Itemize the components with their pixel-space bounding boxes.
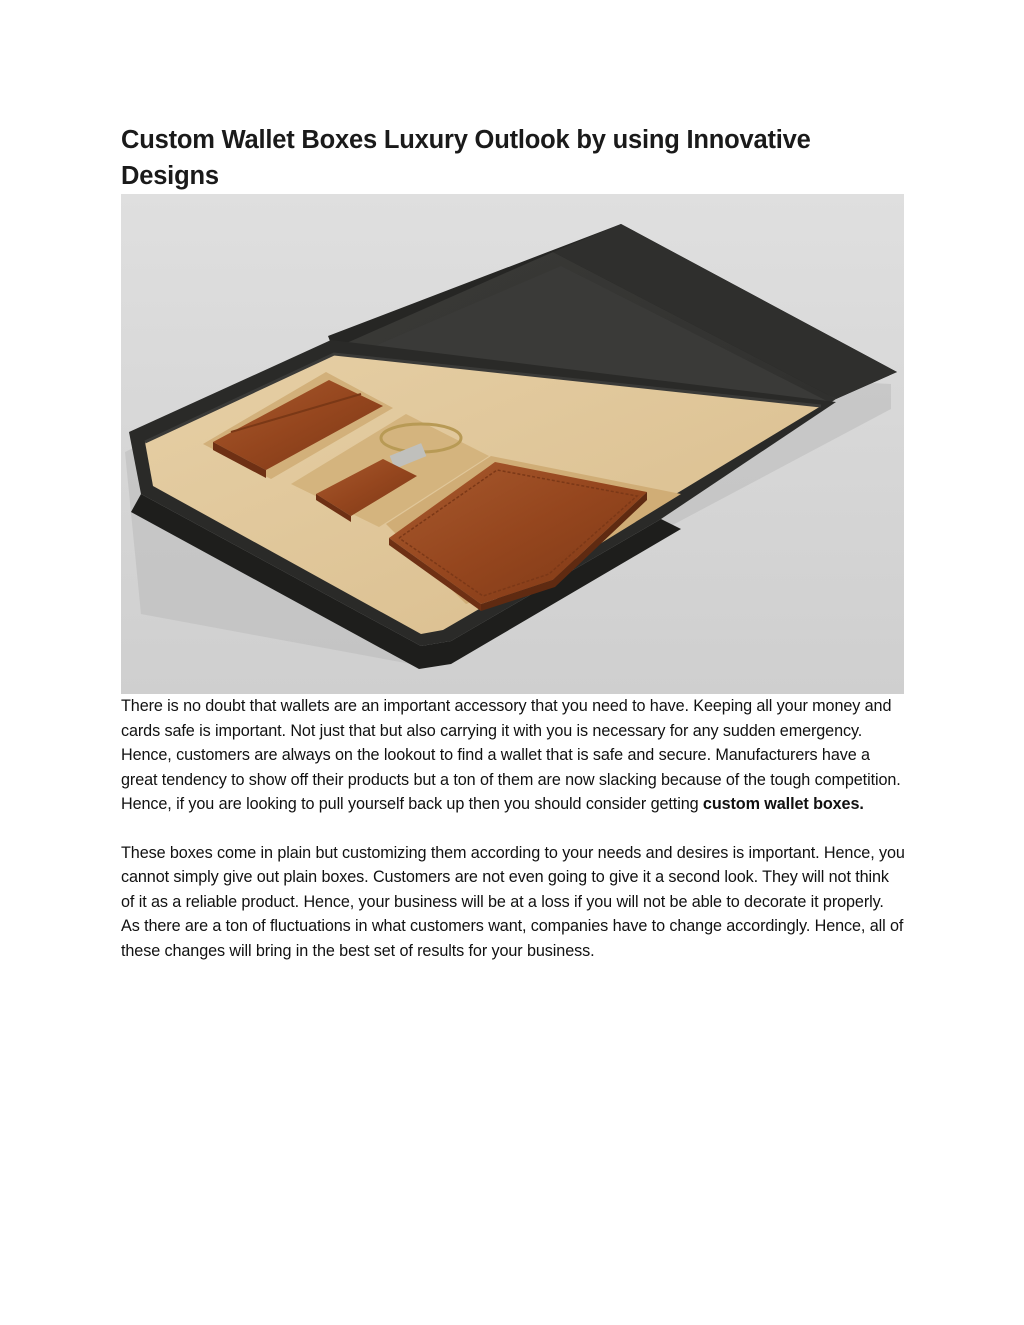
page-title: Custom Wallet Boxes Luxury Outlook by using Innovative Designs: [121, 126, 811, 190]
paragraph-1-bold-keyword: custom wallet boxes.: [702, 795, 864, 813]
document-page: [121, 122, 905, 963]
body-paragraph-2: These boxes come in plain but customizing them according to your needs and desires is important. Hence, you cannot simply give out plain boxes. Customers are not even going to give it a second look. They will not think of it as a reliable product. Hence, your business will be at a loss if you will not be able to decorate it properly. As there are a ton of fluctuations in what customers want, companies have to change accordingly. Hence, all of these changes will bring in the best set of results for your business.: [121, 843, 905, 960]
paragraph-1-text: There is no doubt that wallets are an important accessory that you need to have. Keeping all your money and cards safe is important. Not just that but also carrying it with you is necessary for any sudden emergency. Hence, customers are always on the lookout to find a wallet that is safe and secure. Manufacturers have a great tendency to show off their products but a ton of them are now slacking because of the tough competition. Hence, if you are looking to pull yourself back up then you should consider getting: [121, 697, 901, 813]
body-paragraph-1: [121, 694, 905, 817]
wallet-box-photo: [121, 194, 904, 694]
